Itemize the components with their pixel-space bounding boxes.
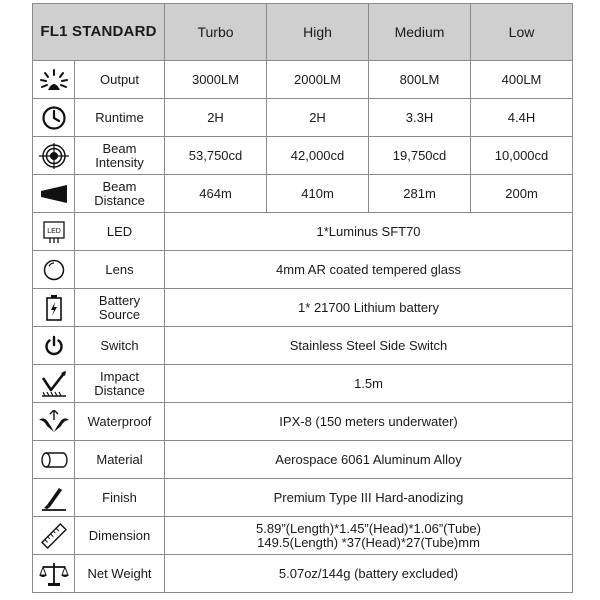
finish-value: Premium Type III Hard-anodizing <box>165 479 573 517</box>
label-beam-intensity-line1: Beam <box>102 140 137 156</box>
output-low: 400LM <box>471 61 573 99</box>
row-battery-source <box>33 289 573 327</box>
label-beam-distance <box>75 175 165 213</box>
output-high: 2000LM <box>267 61 369 99</box>
ruler-icon <box>33 517 75 555</box>
runtime-turbo: 2H <box>165 99 267 137</box>
intensity-turbo: 53,750cd <box>165 137 267 175</box>
mode-high: High <box>267 4 369 61</box>
runtime-low: 4.4H <box>471 99 573 137</box>
target-rings-icon <box>33 137 75 175</box>
label-impact-distance-line1: Impact <box>100 368 140 384</box>
intensity-high: 42,000cd <box>267 137 369 175</box>
lens-circle-icon <box>33 251 75 289</box>
table-title: FL1 STANDARD <box>33 4 165 61</box>
label-battery-source-line1: Battery <box>98 292 141 308</box>
power-icon <box>33 327 75 365</box>
mode-low: Low <box>471 4 573 61</box>
light-burst-icon <box>33 61 75 99</box>
label-lens: Lens <box>75 251 165 289</box>
label-impact-distance-line2: Distance <box>94 382 145 398</box>
beam-cone-icon <box>33 175 75 213</box>
dimension-value-mm: 149.5(Length) *37(Head)*27(Tube)mm <box>257 534 480 550</box>
distance-low: 200m <box>471 175 573 213</box>
row-runtime <box>33 99 573 137</box>
label-runtime: Runtime <box>75 99 165 137</box>
row-beam-intensity <box>33 137 573 175</box>
lens-value: 4mm AR coated tempered glass <box>165 251 573 289</box>
row-lens <box>33 251 573 289</box>
row-waterproof <box>33 403 573 441</box>
finish-brush-icon <box>33 479 75 517</box>
row-output <box>33 61 573 99</box>
intensity-low: 10,000cd <box>471 137 573 175</box>
runtime-medium: 3.3H <box>369 99 471 137</box>
runtime-high: 2H <box>267 99 369 137</box>
intensity-medium: 19,750cd <box>369 137 471 175</box>
row-finish <box>33 479 573 517</box>
row-net-weight <box>33 555 573 593</box>
label-output: Output <box>75 61 165 99</box>
dimension-value <box>165 517 573 555</box>
row-led <box>33 213 573 251</box>
output-medium: 800LM <box>369 61 471 99</box>
battery-value: 1* 21700 Lithium battery <box>165 289 573 327</box>
led-value: 1*Luminus SFT70 <box>165 213 573 251</box>
label-switch: Switch <box>75 327 165 365</box>
balance-scale-icon <box>33 555 75 593</box>
battery-icon <box>33 289 75 327</box>
distance-high: 410m <box>267 175 369 213</box>
cylinder-icon <box>33 441 75 479</box>
row-material <box>33 441 573 479</box>
impact-value: 1.5m <box>165 365 573 403</box>
row-beam-distance <box>33 175 573 213</box>
waterproof-value: IPX-8 (150 meters underwater) <box>165 403 573 441</box>
distance-turbo: 464m <box>165 175 267 213</box>
label-battery-source-line2: Source <box>98 306 141 322</box>
led-chip-icon <box>33 213 75 251</box>
output-turbo: 3000LM <box>165 61 267 99</box>
label-beam-distance-line1: Beam <box>102 178 137 194</box>
weight-value: 5.07oz/144g (battery excluded) <box>165 555 573 593</box>
mode-turbo: Turbo <box>165 4 267 61</box>
label-material: Material <box>75 441 165 479</box>
row-impact-distance <box>33 365 573 403</box>
label-waterproof: Waterproof <box>75 403 165 441</box>
switch-value: Stainless Steel Side Switch <box>165 327 573 365</box>
mode-medium: Medium <box>369 4 471 61</box>
spec-table <box>32 3 573 593</box>
led-chip-icon-text: LED <box>46 227 61 235</box>
label-dimension: Dimension <box>75 517 165 555</box>
row-dimension <box>33 517 573 555</box>
label-battery-source <box>75 289 165 327</box>
label-impact-distance <box>75 365 165 403</box>
distance-medium: 281m <box>369 175 471 213</box>
label-led: LED <box>75 213 165 251</box>
header-row <box>33 4 573 61</box>
impact-arrow-icon <box>33 365 75 403</box>
dimension-value-inches: 5.89”(Length)*1.45”(Head)*1.06”(Tube) <box>256 520 481 536</box>
material-value: Aerospace 6061 Aluminum Alloy <box>165 441 573 479</box>
row-switch <box>33 327 573 365</box>
label-finish: Finish <box>75 479 165 517</box>
label-beam-distance-line2: Distance <box>94 192 145 208</box>
label-beam-intensity-line2: Intensity <box>95 154 144 170</box>
water-splash-icon <box>33 403 75 441</box>
clock-icon <box>33 99 75 137</box>
label-beam-intensity <box>75 137 165 175</box>
label-net-weight: Net Weight <box>75 555 165 593</box>
